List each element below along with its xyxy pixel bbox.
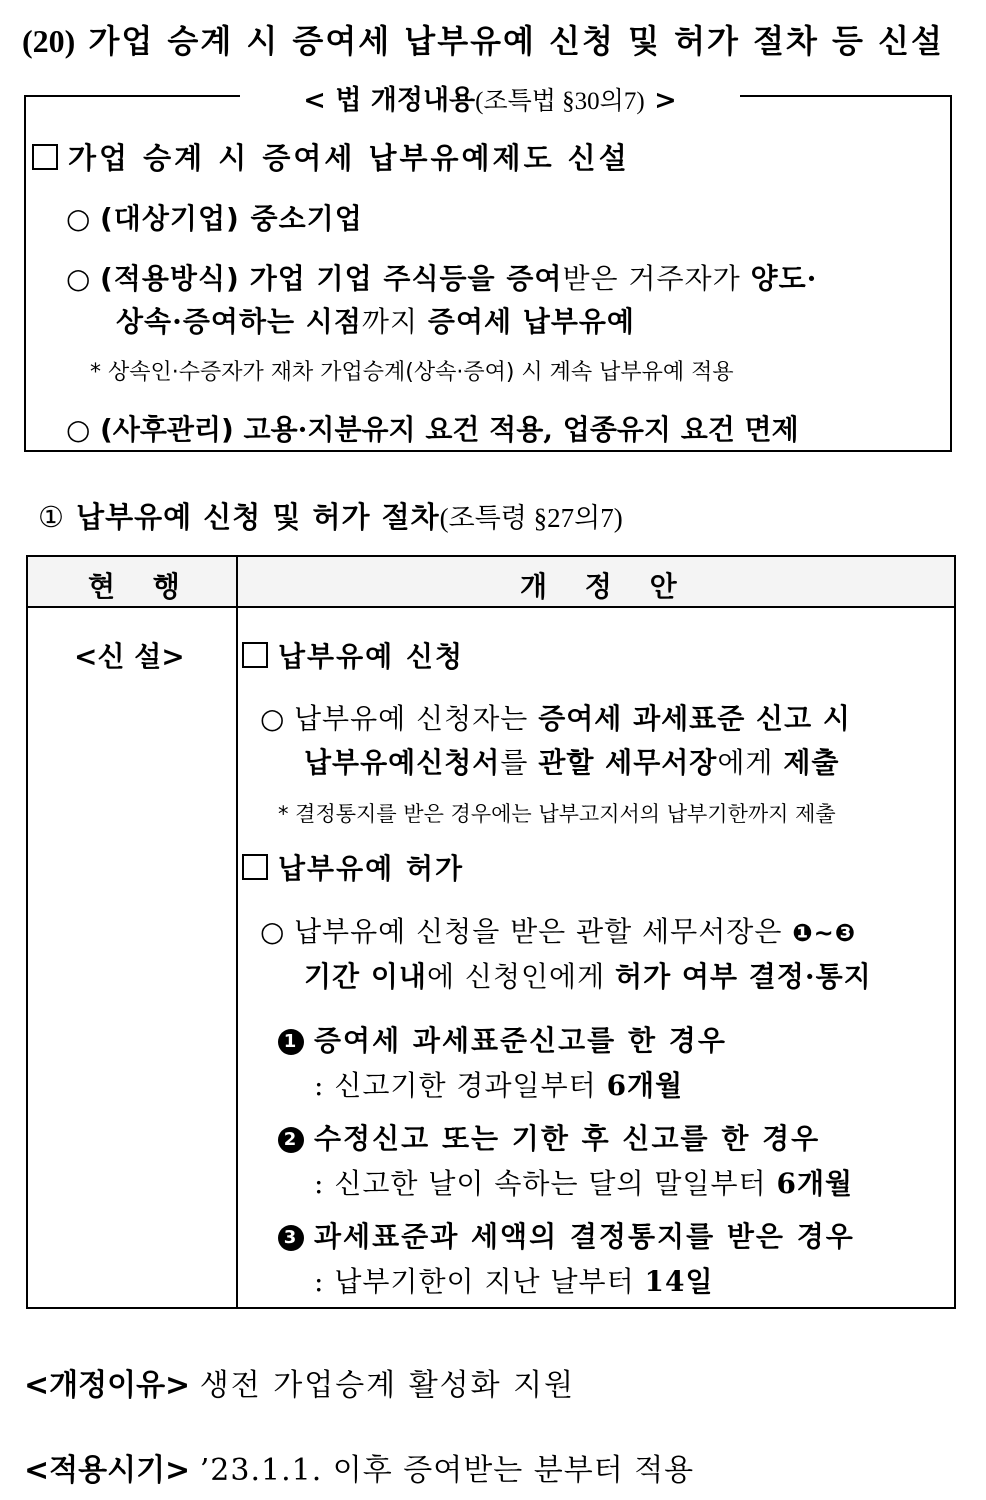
- law-item-aftercare: [66, 408, 799, 448]
- case-detail-text: : 신고기한 경과일부터: [314, 1069, 607, 1102]
- case-title-text: 과세표준과 세액의 결정통지를 받은 경우: [314, 1220, 855, 1253]
- circle-bullet-icon: ○: [66, 262, 92, 295]
- law-box-heading-text: 가업 승계 시 증여세 납부유예제도 신설: [68, 141, 630, 175]
- circle-bullet-icon: ○: [260, 915, 286, 948]
- text: 에게: [717, 746, 784, 779]
- proposal-heading-apply: [242, 635, 464, 675]
- proposal-heading-text: 납부유예 허가: [278, 852, 465, 885]
- proposal-apply-line2: [304, 741, 839, 781]
- proposal-heading-text: 납부유예 신청: [278, 640, 465, 673]
- case-detail-value: 6개월: [606, 1069, 684, 1102]
- number-1-icon: 1: [278, 1029, 304, 1055]
- header-divider: [28, 606, 954, 608]
- case-title-text: 증여세 과세표준신고를 한 경우: [314, 1024, 727, 1057]
- reason-text: 생전 가업승계 활성화 지원: [199, 1368, 576, 1403]
- law-box-note: * 상속인·수증자가 재차 가업승계(상속·증여) 시 계속 납부유예 적용: [90, 360, 734, 385]
- case-1-title: [278, 1019, 727, 1059]
- column-divider: [236, 557, 238, 1307]
- comparison-table: [26, 555, 956, 1309]
- item-label: (적용방식): [100, 262, 240, 295]
- text: 에 신청인에게: [426, 960, 616, 993]
- case-detail-value: 6개월: [776, 1167, 854, 1200]
- reason-line: [24, 1360, 575, 1404]
- case-detail-value: 14일: [644, 1265, 714, 1298]
- item-text-bold: 가업 기업 주식등을 증여: [249, 262, 563, 295]
- text: 납부유예 신청을 받은 관할 세무서장은: [294, 915, 793, 948]
- text-bold: 관할 세무서장: [538, 746, 718, 779]
- law-item-method-line2: [116, 300, 635, 340]
- item-text-bold: 양도·: [750, 262, 818, 295]
- header-proposal: 개 정 안: [520, 570, 691, 603]
- proposal-note: * 결정통지를 받은 경우에는 납부고지서의 납부기한까지 제출: [278, 802, 836, 826]
- proposal-apply-line1: [260, 697, 851, 737]
- checkbox-square-icon: [32, 144, 58, 170]
- text-bold: 제출: [783, 746, 840, 779]
- case-detail-text: : 납부기한이 지난 날부터: [314, 1265, 645, 1298]
- circle-bullet-icon: ○: [66, 202, 92, 235]
- case-2-detail: [314, 1162, 853, 1202]
- timing-text: ’23.1.1. 이후 증여받는 분부터 적용: [199, 1453, 695, 1488]
- law-item-target: [66, 197, 363, 237]
- text-bold: 증여세 과세표준 신고 시: [538, 702, 851, 735]
- title-number: (20): [22, 23, 76, 59]
- case-1-detail: [314, 1064, 683, 1104]
- legend-label: < 법 개정내용: [303, 85, 476, 116]
- item-text-bold: 상속·증여하는 시점: [116, 305, 362, 338]
- text-bold: 기간 이내: [304, 960, 427, 993]
- section-heading: [38, 495, 623, 536]
- item-text: 받은 거주자가: [562, 262, 751, 295]
- legend-end: >: [654, 85, 677, 116]
- circle-bullet-icon: ○: [260, 702, 286, 735]
- item-text-bold: 증여세 납부유예: [427, 305, 635, 338]
- proposal-heading-permit: [242, 847, 464, 887]
- law-box-legend: [240, 78, 740, 117]
- law-box-heading: [32, 136, 630, 177]
- proposal-permit-line2: [304, 955, 872, 995]
- item-text: 고용·지분유지 요건 적용, 업종유지 요건 면제: [243, 413, 799, 446]
- item-text: 까지: [361, 305, 428, 338]
- checkbox-square-icon: [242, 642, 268, 668]
- current-cell: <신 설>: [74, 640, 185, 673]
- item-text: 중소기업: [250, 202, 363, 235]
- timing-line: [24, 1445, 694, 1489]
- section-marker: ①: [38, 500, 65, 534]
- number-3-icon: 3: [278, 1225, 304, 1251]
- text-bold: 납부유예신청서: [304, 746, 501, 779]
- case-title-text: 수정신고 또는 기한 후 신고를 한 경우: [314, 1122, 821, 1155]
- text-bold: ❶~❸: [792, 919, 857, 947]
- text-bold: 허가 여부 결정·통지: [615, 960, 872, 993]
- item-label: (사후관리): [100, 413, 234, 446]
- timing-label: <적용시기>: [24, 1453, 191, 1488]
- checkbox-square-icon: [242, 854, 268, 880]
- reason-label: <개정이유>: [24, 1368, 191, 1403]
- case-3-detail: [314, 1260, 714, 1300]
- number-2-icon: 2: [278, 1127, 304, 1153]
- section-reference: (조특령 §27의7): [439, 503, 623, 533]
- circle-bullet-icon: ○: [66, 413, 91, 446]
- page-title: [22, 16, 962, 62]
- case-2-title: [278, 1117, 820, 1157]
- header-current: 현 행: [88, 570, 194, 603]
- item-label: (대상기업): [100, 202, 240, 235]
- law-item-method-line1: [66, 257, 817, 297]
- text: 를: [500, 746, 539, 779]
- legend-reference: (조특법 §30의7): [475, 88, 645, 115]
- case-3-title: [278, 1215, 855, 1255]
- section-title: 납부유예 신청 및 허가 절차: [76, 500, 440, 534]
- title-text: 가업 승계 시 증여세 납부유예 신청 및 허가 절차 등 신설: [88, 22, 944, 60]
- proposal-permit-line1: [260, 910, 856, 950]
- case-detail-text: : 신고한 날이 속하는 달의 말일부터: [314, 1167, 777, 1200]
- text: 납부유예 신청자는: [294, 702, 539, 735]
